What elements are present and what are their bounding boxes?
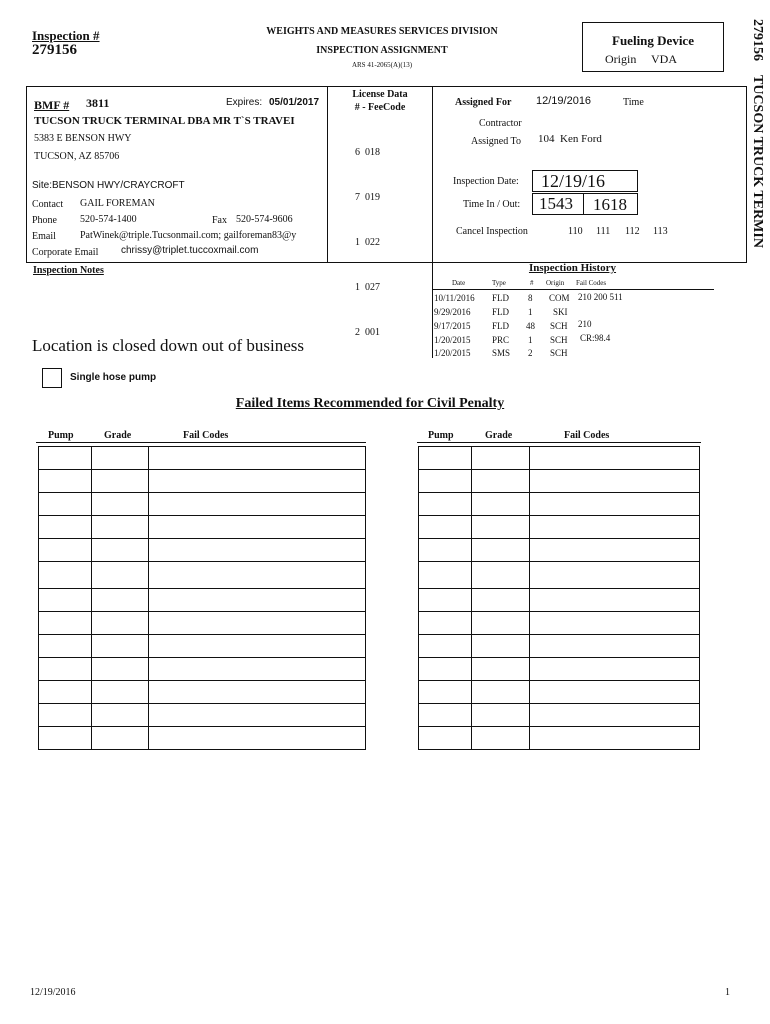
history-date: 9/17/2015: [434, 321, 471, 331]
grade-cell[interactable]: [471, 562, 529, 589]
failed-title: Failed Items Recommended for Civil Penalty: [235, 396, 505, 411]
history-date: 10/11/2016: [434, 293, 475, 303]
fail-codes-cell[interactable]: [529, 681, 699, 704]
license-row: 1 022: [355, 237, 380, 248]
grade-cell[interactable]: [91, 447, 148, 470]
failed-item-row: [419, 470, 700, 493]
failed-item-row: [39, 516, 366, 539]
history-type: SMS: [492, 348, 511, 358]
fail-codes-cell[interactable]: [529, 562, 699, 589]
pump-cell[interactable]: [419, 539, 472, 562]
license-row: 6 018: [355, 147, 380, 158]
side-name: TUCSON TRUCK TERMIN: [750, 75, 765, 248]
pump-cell[interactable]: [419, 612, 472, 635]
origin-label: Origin: [605, 52, 637, 66]
cancel-code[interactable]: 111: [596, 226, 611, 237]
assigned-for-label: Assigned For: [455, 97, 512, 108]
divider: [26, 86, 27, 263]
bmf-label: BMF #: [34, 98, 70, 112]
time-out-value: 1618: [593, 195, 627, 214]
grade-cell[interactable]: [91, 562, 148, 589]
failed-item-row: [419, 612, 700, 635]
history-fail: 210 200 511: [578, 292, 623, 302]
history-col-num: #: [530, 279, 534, 287]
fax-value: 520-574-9606: [236, 214, 293, 225]
grade-cell[interactable]: [471, 612, 529, 635]
assigned-to-label: Assigned To: [471, 136, 521, 147]
failed-item-row: [39, 470, 366, 493]
license-row: 7 019: [355, 192, 380, 203]
fail-codes-cell[interactable]: [529, 516, 699, 539]
notes-title: Inspection Notes: [33, 265, 104, 276]
contractor-label: Contractor: [479, 118, 522, 129]
fail-codes-cell[interactable]: [529, 658, 699, 681]
divider: [432, 86, 433, 262]
pump-cell[interactable]: [39, 658, 92, 681]
phone-label: Phone: [32, 215, 57, 226]
contact-value: GAIL FOREMAN: [80, 198, 155, 209]
grade-cell[interactable]: [471, 658, 529, 681]
pump-cell[interactable]: [39, 562, 92, 589]
fail-codes-cell[interactable]: [148, 612, 365, 635]
inspection-date-field[interactable]: [532, 170, 638, 192]
failed-item-row: [419, 681, 700, 704]
grade-cell[interactable]: [471, 539, 529, 562]
history-num: 2: [528, 348, 533, 358]
bmf-number: 3811: [86, 96, 110, 110]
pump-cell[interactable]: [39, 447, 92, 470]
inspection-date-value: 12/19/16: [541, 171, 606, 191]
grade-cell[interactable]: [91, 493, 148, 516]
failed-item-row: [39, 589, 366, 612]
assigned-to-value: 104 Ken Ford: [538, 133, 602, 145]
history-col-origin: Origin: [546, 279, 565, 287]
grade-cell[interactable]: [91, 516, 148, 539]
grade-cell[interactable]: [91, 539, 148, 562]
failed-items-table-left: [38, 446, 366, 750]
corporate-email-value: chrissy@triplet.tuccoxmail.com: [121, 245, 259, 256]
business-name: TUCSON TRUCK TERMINAL DBA MR T`S TRAVEI: [34, 115, 295, 127]
right-col-pump: Pump: [428, 430, 454, 441]
failed-item-row: [39, 658, 366, 681]
failed-item-row: [419, 635, 700, 658]
failed-item-row: [39, 635, 366, 658]
fail-codes-cell[interactable]: [148, 635, 365, 658]
fail-codes-cell[interactable]: [148, 516, 365, 539]
device-box: [582, 22, 724, 72]
corporate-email-label: Corporate Email: [32, 247, 99, 258]
single-hose-label: Single hose pump: [70, 372, 157, 383]
grade-cell[interactable]: [91, 589, 148, 612]
failed-item-row: [39, 681, 366, 704]
license-row: 1 027: [355, 282, 380, 293]
license-subtitle: # - FeeCode: [354, 102, 406, 113]
pump-cell[interactable]: [419, 493, 472, 516]
history-origin: SCH: [550, 321, 568, 331]
failed-item-row: [419, 516, 700, 539]
failed-item-row: [39, 704, 366, 727]
failed-item-row: [419, 447, 700, 470]
history-origin: SKI: [553, 307, 568, 317]
inspection-date-label: Inspection Date:: [453, 176, 519, 187]
history-type: FLD: [492, 321, 510, 331]
grade-cell[interactable]: [91, 635, 148, 658]
cancel-code[interactable]: 112: [625, 226, 640, 237]
failed-item-row: [39, 493, 366, 516]
history-type: FLD: [492, 293, 510, 303]
site-value: BENSON HWY/CRAYCROFT: [52, 180, 185, 191]
failed-item-row: [39, 727, 366, 750]
pump-cell[interactable]: [419, 447, 472, 470]
cancel-code[interactable]: 110: [568, 226, 583, 237]
email-label: Email: [32, 231, 56, 242]
history-col-date: Date: [452, 279, 466, 287]
grade-cell[interactable]: [471, 493, 529, 516]
fail-codes-cell[interactable]: [148, 562, 365, 589]
history-date: 1/20/2015: [434, 348, 471, 358]
history-title: Inspection History: [528, 262, 617, 274]
time-label: Time: [623, 97, 644, 108]
pump-cell[interactable]: [419, 704, 472, 727]
license-title: License Data: [352, 89, 408, 100]
grade-cell[interactable]: [471, 589, 529, 612]
pump-cell[interactable]: [419, 635, 472, 658]
divider: [432, 262, 433, 358]
right-col-fail: Fail Codes: [564, 430, 610, 441]
history-fail: CR:98.4: [580, 333, 611, 343]
pump-cell[interactable]: [419, 727, 472, 750]
history-num: 1: [528, 335, 533, 345]
failed-item-row: [419, 589, 700, 612]
grade-cell[interactable]: [471, 635, 529, 658]
site-label: Site:: [32, 180, 53, 191]
divider: [746, 86, 747, 263]
statute: ARS 41-2065(A)(13): [351, 61, 413, 69]
failed-item-row: [419, 539, 700, 562]
time-in-out-label: Time In / Out:: [463, 199, 521, 210]
history-origin: SCH: [550, 348, 568, 358]
fail-codes-cell[interactable]: [148, 658, 365, 681]
pump-cell[interactable]: [419, 589, 472, 612]
fail-codes-cell[interactable]: [148, 704, 365, 727]
single-hose-checkbox[interactable]: [42, 368, 62, 388]
fail-codes-cell[interactable]: [529, 612, 699, 635]
grade-cell[interactable]: [471, 704, 529, 727]
phone-value: 520-574-1400: [80, 214, 137, 225]
pump-cell[interactable]: [419, 658, 472, 681]
left-table-top-rule: [36, 442, 366, 443]
history-type: PRC: [492, 335, 510, 345]
failed-item-row: [39, 447, 366, 470]
history-col-type: Type: [492, 279, 506, 287]
page-number: 1: [725, 987, 730, 998]
left-col-grade: Grade: [104, 430, 132, 441]
pump-cell[interactable]: [39, 635, 92, 658]
failed-item-row: [39, 539, 366, 562]
history-col-fail: Fail Codes: [576, 279, 607, 287]
expires-label: Expires:: [226, 97, 263, 108]
failed-item-row: [39, 562, 366, 589]
history-num: 1: [528, 307, 533, 317]
cancel-code[interactable]: 113: [653, 226, 668, 237]
grade-cell[interactable]: [471, 681, 529, 704]
grade-cell[interactable]: [91, 612, 148, 635]
failed-item-row: [419, 493, 700, 516]
fail-codes-cell[interactable]: [529, 704, 699, 727]
grade-cell[interactable]: [471, 516, 529, 539]
grade-cell[interactable]: [91, 681, 148, 704]
fail-codes-cell[interactable]: [529, 447, 699, 470]
history-origin: COM: [549, 293, 570, 303]
address-line1: 5383 E BENSON HWY: [34, 133, 132, 144]
failed-item-row: [419, 704, 700, 727]
grade-cell[interactable]: [91, 727, 148, 750]
inspection-label: Inspection #: [32, 28, 100, 43]
notes-text: Location is closed down out of business: [32, 336, 304, 355]
address-line2: TUCSON, AZ 85706: [34, 151, 120, 162]
history-origin: SCH: [550, 335, 568, 345]
license-row: 2 001: [355, 327, 380, 338]
device-type: Fueling Device: [612, 33, 694, 48]
fail-codes-cell[interactable]: [148, 447, 365, 470]
fail-codes-cell[interactable]: [148, 493, 365, 516]
grade-cell[interactable]: [471, 447, 529, 470]
time-in-value: 1543: [539, 194, 573, 213]
pump-cell[interactable]: [39, 493, 92, 516]
license-rows: [355, 115, 380, 355]
fail-codes-cell[interactable]: [529, 589, 699, 612]
inspection-number: 279156: [32, 42, 77, 58]
divider: [327, 86, 328, 262]
grade-cell[interactable]: [91, 658, 148, 681]
grade-cell[interactable]: [91, 704, 148, 727]
history-date: 1/20/2015: [434, 335, 471, 345]
fail-codes-cell[interactable]: [148, 681, 365, 704]
history-num: 48: [526, 321, 535, 331]
pump-cell[interactable]: [39, 704, 92, 727]
history-date: 9/29/2016: [434, 307, 471, 317]
right-col-grade: Grade: [485, 430, 513, 441]
failed-item-row: [39, 612, 366, 635]
assigned-for-date: 12/19/2016: [536, 95, 592, 107]
history-fail: 210: [578, 319, 592, 329]
pump-cell[interactable]: [39, 470, 92, 493]
failed-item-row: [419, 658, 700, 681]
history-type: FLD: [492, 307, 510, 317]
pump-cell[interactable]: [419, 516, 472, 539]
division-title: WEIGHTS AND MEASURES SERVICES DIVISION: [266, 26, 498, 37]
pump-cell[interactable]: [39, 612, 92, 635]
fail-codes-cell[interactable]: [148, 727, 365, 750]
fail-codes-cell[interactable]: [529, 470, 699, 493]
failed-items-table-right: [418, 446, 700, 750]
fail-codes-cell[interactable]: [529, 635, 699, 658]
fail-codes-cell[interactable]: [529, 539, 699, 562]
right-table-top-rule: [417, 442, 701, 443]
pump-cell[interactable]: [419, 470, 472, 493]
grade-cell[interactable]: [471, 727, 529, 750]
contact-label: Contact: [32, 199, 64, 210]
fail-codes-cell[interactable]: [148, 589, 365, 612]
origin-value: VDA: [651, 52, 677, 66]
email-value: PatWinek@triple.Tucsonmail.com; gailforeman83@y: [80, 230, 297, 241]
pump-cell[interactable]: [39, 681, 92, 704]
time-in-field[interactable]: [532, 193, 584, 215]
expires-value: 05/01/2017: [269, 97, 320, 108]
pump-cell[interactable]: [39, 589, 92, 612]
fail-codes-cell[interactable]: [529, 493, 699, 516]
pump-cell[interactable]: [39, 539, 92, 562]
divider: [26, 86, 746, 87]
time-out-field[interactable]: [583, 193, 638, 215]
cancel-label: Cancel Inspection: [456, 226, 528, 237]
pump-cell[interactable]: [39, 516, 92, 539]
pump-cell[interactable]: [419, 562, 472, 589]
fail-codes-cell[interactable]: [148, 470, 365, 493]
failed-item-row: [419, 727, 700, 750]
history-header-rule: [432, 289, 714, 290]
grade-cell[interactable]: [91, 470, 148, 493]
footer-date: 12/19/2016: [30, 987, 76, 998]
pump-cell[interactable]: [39, 727, 92, 750]
history-num: 8: [528, 293, 533, 303]
side-number: 279156: [750, 19, 765, 61]
left-col-pump: Pump: [48, 430, 74, 441]
assignment-title: INSPECTION ASSIGNMENT: [316, 45, 448, 56]
fax-label: Fax: [212, 215, 227, 226]
grade-cell[interactable]: [471, 470, 529, 493]
pump-cell[interactable]: [419, 681, 472, 704]
fail-codes-cell[interactable]: [529, 727, 699, 750]
failed-item-row: [419, 562, 700, 589]
fail-codes-cell[interactable]: [148, 539, 365, 562]
left-col-fail: Fail Codes: [183, 430, 229, 441]
site: [32, 180, 185, 191]
